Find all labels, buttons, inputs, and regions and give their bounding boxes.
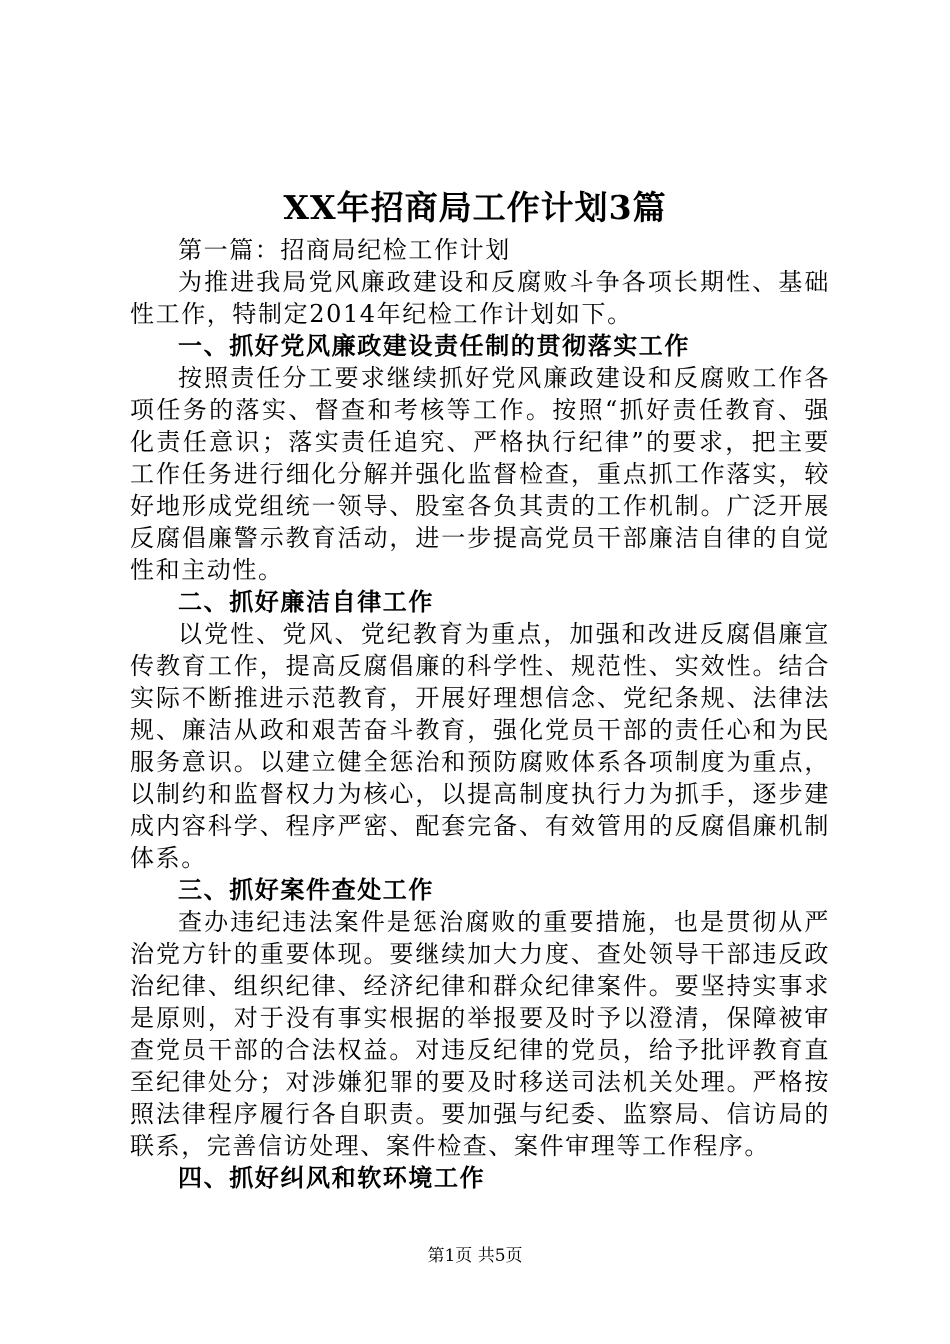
body-paragraph: 以党性、党风、党纪教育为重点，加强和改进反腐倡廉宣传教育工作，提高反腐倡廉的科学性、规范性、实效性。结合实际不断推进示范教育，开展好理想信念、党纪条规、法律法规、廉洁从政和艰苦奋斗教育，强化党员干部的责任心和为民服务意识。以建立健全惩治和预防腐败体系各项制度为重点，以制约和监督权力为核心，以提高制度执行力为抓手，逐步建成内容科学、程序严密、配套完备、有效管用的反腐倡廉机制体系。 — [130, 620, 830, 872]
section-heading: 一、抓好党风廉政建设责任制的贯彻落实工作 — [178, 331, 690, 360]
body-paragraph: 为推进我局党风廉政建设和反腐败斗争各项长期性、基础性工作，特制定2014年纪检工作计划如下。 — [130, 268, 830, 328]
body-paragraph: 按照责任分工要求继续抓好党风廉政建设和反腐败工作各项任务的落实、督查和考核等工作。按照“抓好责任教育、强化责任意识；落实责任追究、严格执行纪律”的要求，把主要工作任务进行细化分解并强化监督检查，重点抓工作落实，较好地形成党组统一领导、股室各负其责的工作机制。广泛开展反腐倡廉警示教育活动，进一步提高党员干部廉洁自律的自觉性和主动性。 — [130, 364, 830, 584]
page-number-footer: 第1页 共5页 — [427, 1246, 523, 1266]
section-heading: 四、抓好纠风和软环境工作 — [178, 1163, 486, 1192]
body-paragraph: 查办违纪违法案件是惩治腐败的重要措施，也是贯彻从严治党方针的重要体现。要继续加大力度、查处领导干部违反政治纪律、组织纪律、经济纪律和群众纪律案件。要坚持实事求是原则，对于没有事实根据的举报要及时予以澄清，保障被审查党员干部的合法权益。对违反纪律的党员，给予批评教育直至纪律处分；对涉嫌犯罪的要及时移送司法机关处理。严格按照法律程序履行各自职责。要加强与纪委、监察局、信访局的联系，完善信访处理、案件检查、案件审理等工作程序。 — [130, 908, 830, 1160]
document-body — [130, 234, 830, 1194]
section-heading: 二、抓好廉洁自律工作 — [178, 587, 434, 616]
section-subtitle: 第一篇：招商局纪检工作计划 — [178, 236, 511, 264]
section-heading: 三、抓好案件查处工作 — [178, 875, 434, 904]
document-title: XX年招商局工作计划3篇 — [283, 188, 667, 227]
